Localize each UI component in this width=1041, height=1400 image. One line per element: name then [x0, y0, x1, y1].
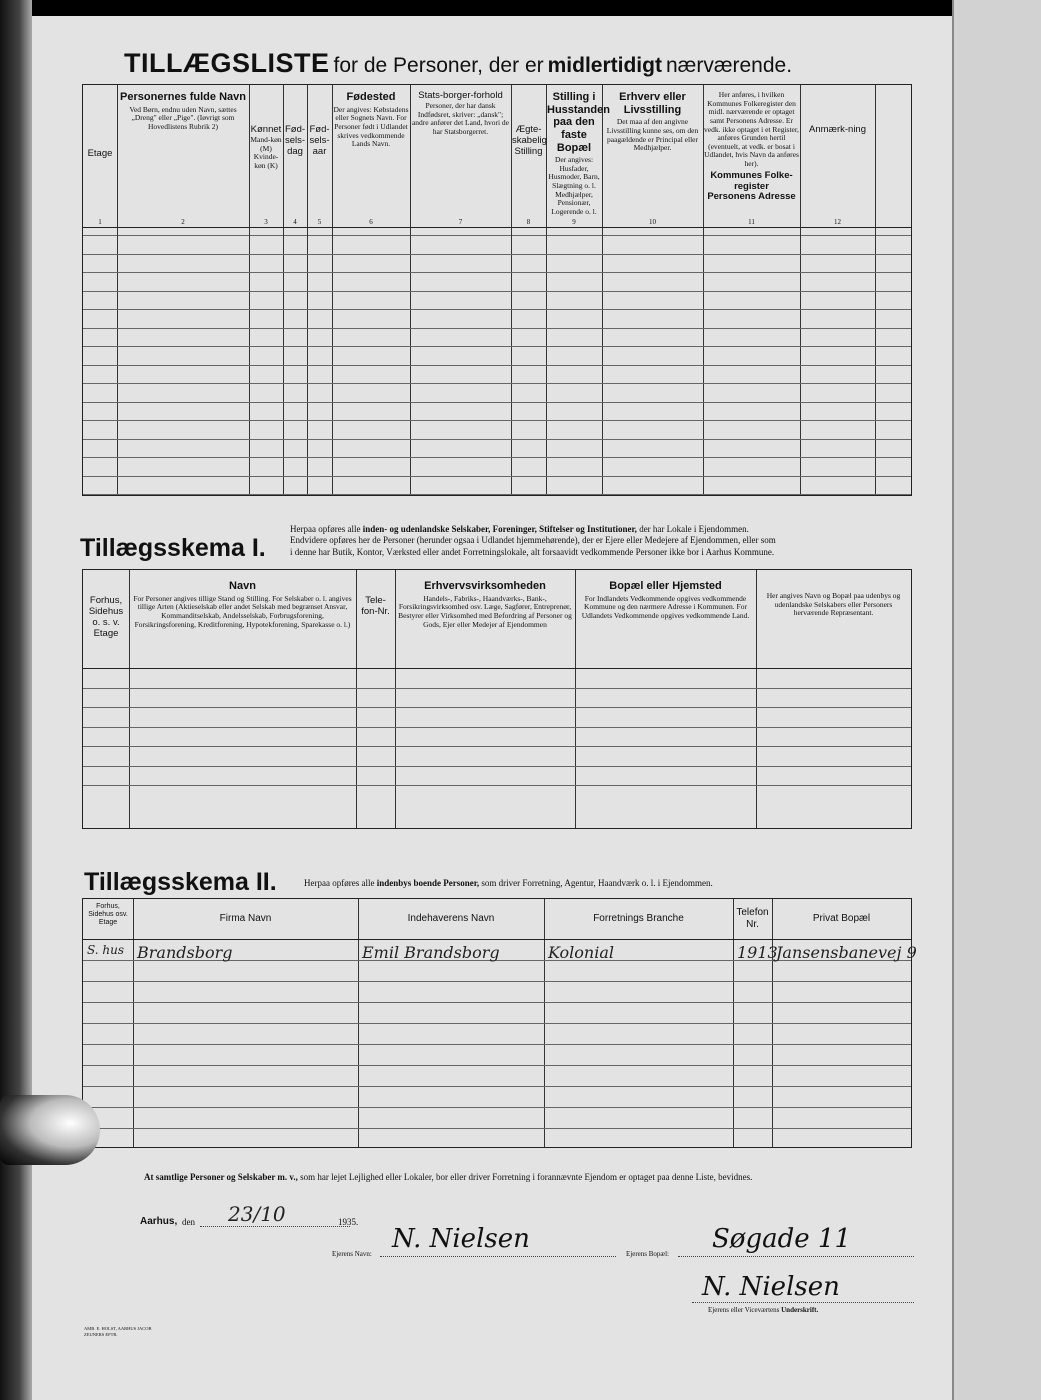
- tillaeg-col-3-number: 3: [264, 218, 268, 226]
- skema2-note: Herpaa opføres alle indenbys boende Personer, som driver Forretning, Agentur, Haandværk o. l. i Ejendommen.: [304, 878, 713, 888]
- skema2-col-2-header: Firma Navn: [219, 913, 272, 924]
- tillaeg-col-10-number: 10: [649, 218, 656, 226]
- skema2-col-6-header: Privat Bopæl: [812, 913, 871, 924]
- skema1-col-2-header: Navn For Personer angives tillige Stand og Stilling. For Selskaber o. l. angives tillige Arten (Aktieselskab eller andet Selskab med begrænset Ansvar, Kommanditselskab, Andelsselskab, Forbrugsforening, Forsikringsforening, Kreditforening, Hypotekforening, Sparekasse o. l.): [133, 580, 352, 629]
- form-subtitle-bold: midlertidigt: [547, 54, 662, 77]
- tillaeg-col-11-header: Her anføres, i hvilken Kommunes Folkeregister den midl. nærværende er optaget samt Personens Adresse. Er vedk. ikke optaget i et Register, anføres Grunden hertil (eventuelt, at vedk. er bosat i Udlandet, hvis Navn da anføres her). Kommunes Folke-register Personens Adresse: [704, 90, 799, 203]
- skema1-col-4-header: Erhvervsvirksomheden Handels-, Fabriks-, Haandværks-, Bank-, Forsikringsvirksomhed osv. Læge, Sagfører, Entreprenør, Bestyrer eller Virksomhed med Befordring af Personer og Gods, Ejer eller Medejer af Ejendommen: [398, 580, 572, 629]
- tillaeg-col-6-number: 6: [369, 218, 373, 226]
- tillaeg-col-9-number: 9: [572, 218, 576, 226]
- skema2-row-1-etage: S. hus: [87, 943, 125, 957]
- tillaegsliste-table: [82, 84, 912, 496]
- tillaeg-col-10-header: Erhverv eller Livsstilling Det maa af den angivne Livsstilling kunne ses, om den paagældende er Principal eller Medhjælper.: [606, 91, 699, 153]
- owner-address-handwritten: Søgade 11: [712, 1224, 851, 1254]
- tillaeg-col-8-header: Ægte-skabelig Stilling: [512, 124, 547, 157]
- form-subtitle-2: nærværende.: [665, 54, 793, 77]
- skema2-row-1-telefon: 1913: [737, 943, 778, 962]
- book-spine: [0, 0, 32, 1400]
- signature-label: Ejerens eller Viceværtens Underskrift.: [708, 1306, 819, 1314]
- tillaeg-col-11-number: 11: [748, 218, 755, 226]
- photographer-thumb: [0, 1095, 100, 1165]
- skema2-row-1-indehaver: Emil Brandsborg: [362, 943, 500, 962]
- tillaeg-col-1-header: Etage: [87, 148, 113, 159]
- form-subtitle-1: for de Personer, der er: [333, 54, 544, 77]
- tillaeg-col-12-header: Anmærk-ning: [808, 124, 867, 135]
- skema2-col-1-header: Forhus, Sidehus osv. Etage: [88, 903, 128, 927]
- tillaeg-col-8-number: 8: [526, 218, 531, 226]
- owner-name-label: Ejerens Navn:: [332, 1250, 372, 1258]
- tillaeg-col-3-header: Kønnet Mand-køn (M) Kvinde-køn (K): [250, 124, 282, 170]
- owner-address-label: Ejerens Bopæl:: [626, 1250, 669, 1258]
- date-handwritten: 23/10: [228, 1202, 286, 1226]
- skema1-col-5-header: Bopæl eller Hjemsted For Indlandets Vedkommende opgives vedkommende Kommune og den nærmere Adresse i Kommunen. For Udlandets Vedkommende opgives vedkommende Land.: [581, 580, 750, 620]
- skema2-col-4-header: Forretnings Branche: [593, 913, 684, 924]
- skema2-row-1-branche: Kolonial: [548, 943, 614, 962]
- form-title: TILLÆGSLISTE: [124, 48, 330, 78]
- form-header: [124, 48, 792, 79]
- tillaeg-col-4-header: Fød-sels-dag: [284, 124, 306, 157]
- skema1-note: Herpaa opføres alle inden- og udenlandske Selskaber, Foreninger, Stiftelser og Institutioner, der har Lokale i Ejendommen. Endvidere opføres her de Personer (herunder ogsaa i Udlandet hjemmehørende), der er Ejere eller Medejere af Ejendommen, eller som i denne har Butik, Kontor, Værksted eller andet Forretningslokale, alt forsaavidt vedkommende Personer ikke bor i Aarhus Kommune.: [290, 524, 776, 557]
- tillaeg-col-7-number: 7: [458, 218, 463, 226]
- skema1-title: Tillægsskema I.: [80, 534, 266, 562]
- tillaeg-col-4-number: 4: [293, 218, 297, 226]
- owner-name-signature: N. Nielsen: [392, 1224, 530, 1254]
- skema1-col-1-header: Forhus, Sidehus o. s. v. Etage: [88, 595, 124, 639]
- den-label: den: [182, 1217, 195, 1227]
- skema2-col-3-header: Indehaverens Navn: [407, 913, 495, 924]
- tillaeg-col-5-number: 5: [317, 218, 322, 226]
- skema2-col-5-header: Telefon Nr.: [736, 907, 769, 930]
- skema2-row-1-bopael: Jansensbanevej 9: [776, 943, 917, 962]
- tillaeg-col-2-header: Personernes fulde Navn Ved Børn, endnu uden Navn, sættes „Dreng" eller „Pige". (Iøvrigt som Hovedlistens Rubrik 2): [120, 91, 246, 131]
- skema2-row-1-firma: Brandsborg: [137, 943, 233, 962]
- skema2-table: [82, 898, 917, 1148]
- tillaeg-col-7-header: Stats-borger-forhold Personer, der har dansk Indfødsret, skriver: „dansk"; andre anfører det Land, hvori de har Statsborgerret.: [411, 90, 510, 136]
- year-label: 1935.: [338, 1217, 359, 1227]
- skema1-table: [82, 569, 912, 829]
- place-label: Aarhus,: [140, 1216, 178, 1227]
- tillaeg-col-6-header: Fødested Der angives: Købstadens eller Sognets Navn. For Personer født i Udlandet skrives vedkommende Lands Navn.: [333, 91, 409, 149]
- declaration: At samtlige Personer og Selskaber m. v., som har lejet Lejlighed eller Lokaler, bor eller driver Forretning i forannævnte Ejendom er optaget paa denne Liste, bevidnes.: [144, 1172, 753, 1182]
- tillaeg-col-1-number: 1: [98, 218, 102, 226]
- skema1-col-3-header: Tele-fon-Nr.: [361, 595, 390, 617]
- underskrift-signature: N. Nielsen: [702, 1272, 840, 1302]
- tillaeg-col-5-header: Fød-sels-aar: [309, 124, 330, 157]
- tillaeg-col-12-number: 12: [834, 218, 841, 226]
- skema1-col-6-header: Her angives Navn og Bopæl paa udenbys og udenlandske Selskabers eller Personers herværende Repræsentant.: [766, 591, 901, 618]
- tillaeg-col-9-header: Stilling i Husstanden paa den faste Bopæl Der angives: Husfader, Husmoder, Barn, Slægtning o. l. Medhjælper, Pensionær, Logerende o. l.: [547, 91, 610, 216]
- facing-page: [952, 0, 1041, 1400]
- skema2-title: Tillægsskema II.: [84, 868, 277, 896]
- form-page: [32, 16, 952, 1400]
- printer-mark: AMB. E. HOLST, AARHUS JACOB ZEUNERS EFTR.: [84, 1326, 152, 1337]
- tillaeg-col-2-number: 2: [181, 218, 185, 226]
